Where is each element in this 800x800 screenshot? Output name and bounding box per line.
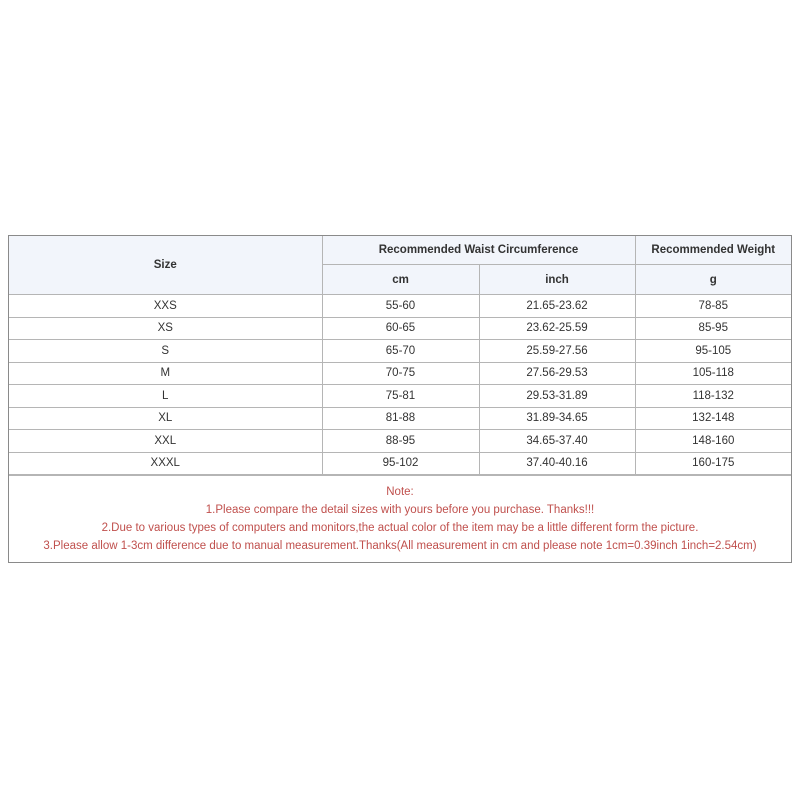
table-row <box>9 362 791 385</box>
inch-cell: 29.53-31.89 <box>479 385 635 408</box>
size-cell: L <box>9 385 322 408</box>
weight-cell: 85-95 <box>635 317 791 340</box>
weight-cell: 160-175 <box>635 452 791 475</box>
cm-cell: 65-70 <box>322 340 479 363</box>
cm-cell: 70-75 <box>322 362 479 385</box>
weight-column-header: Recommended Weight <box>635 236 791 265</box>
size-cell: M <box>9 362 322 385</box>
size-cell: XXXL <box>9 452 322 475</box>
weight-cell: 148-160 <box>635 430 791 453</box>
weight-cell: 95-105 <box>635 340 791 363</box>
inch-cell: 21.65-23.62 <box>479 295 635 318</box>
notes-section <box>9 475 791 562</box>
waist-column-header: Recommended Waist Circumference <box>322 236 635 265</box>
note-title: Note: <box>386 486 414 498</box>
size-cell: XS <box>9 317 322 340</box>
inch-cell: 37.40-40.16 <box>479 452 635 475</box>
table-row <box>9 452 791 475</box>
cm-cell: 81-88 <box>322 407 479 430</box>
table-row <box>9 385 791 408</box>
size-table <box>9 236 791 475</box>
table-row <box>9 317 791 340</box>
unit-header-inch: inch <box>479 265 635 295</box>
size-cell: XXL <box>9 430 322 453</box>
table-row <box>9 430 791 453</box>
table-row <box>9 295 791 318</box>
header-row-groups <box>9 236 791 265</box>
cm-cell: 60-65 <box>322 317 479 340</box>
weight-cell: 118-132 <box>635 385 791 408</box>
cm-cell: 95-102 <box>322 452 479 475</box>
inch-cell: 31.89-34.65 <box>479 407 635 430</box>
unit-header-cm: cm <box>322 265 479 295</box>
size-chart <box>8 235 792 563</box>
table-row <box>9 340 791 363</box>
unit-header-g: g <box>635 265 791 295</box>
inch-cell: 25.59-27.56 <box>479 340 635 363</box>
inch-cell: 34.65-37.40 <box>479 430 635 453</box>
weight-cell: 132-148 <box>635 407 791 430</box>
size-column-header: Size <box>9 236 322 295</box>
size-cell: XL <box>9 407 322 430</box>
inch-cell: 23.62-25.59 <box>479 317 635 340</box>
note-line-3: 3.Please allow 1-3cm difference due to manual measurement.Thanks(All measurement in cm and please note 1cm=0.39inch 1inch=2.54cm) <box>43 540 757 552</box>
weight-cell: 105-118 <box>635 362 791 385</box>
inch-cell: 27.56-29.53 <box>479 362 635 385</box>
note-line-1: 1.Please compare the detail sizes with yours before you purchase. Thanks!!! <box>205 504 595 516</box>
table-row <box>9 407 791 430</box>
cm-cell: 88-95 <box>322 430 479 453</box>
size-cell: XXS <box>9 295 322 318</box>
size-cell: S <box>9 340 322 363</box>
note-line-2: 2.Due to various types of computers and monitors,the actual color of the item may be a little different form the picture. <box>101 522 699 534</box>
weight-cell: 78-85 <box>635 295 791 318</box>
cm-cell: 55-60 <box>322 295 479 318</box>
cm-cell: 75-81 <box>322 385 479 408</box>
